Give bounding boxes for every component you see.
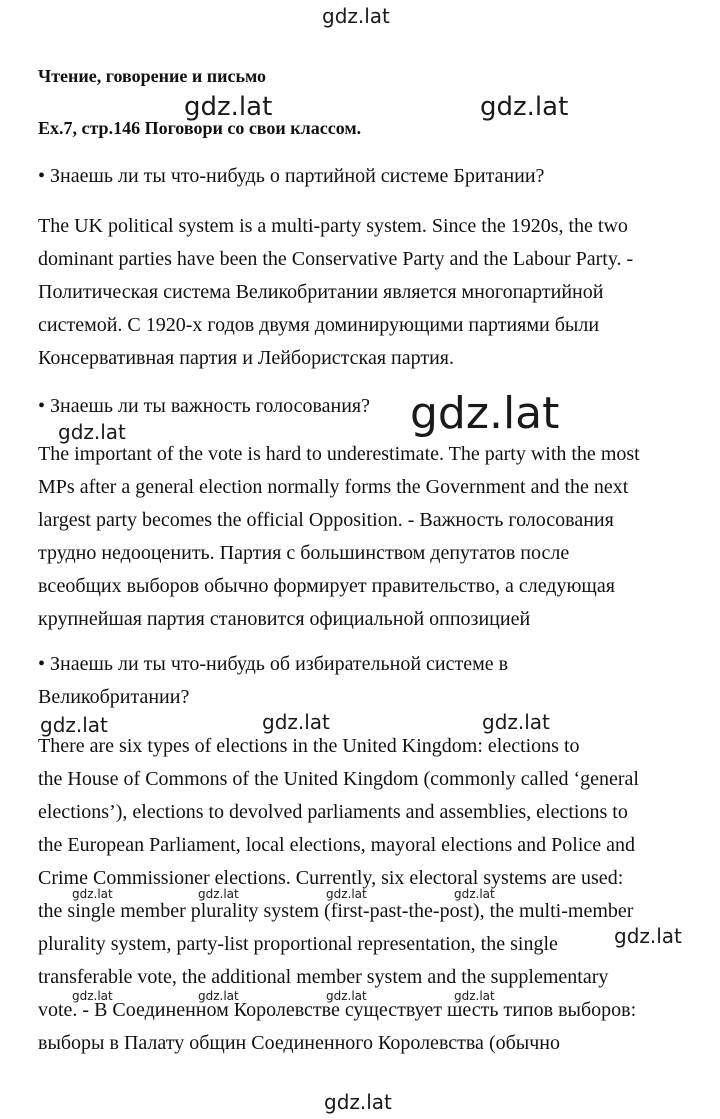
answer-line: системой. С 1920-х годов двумя доминирующими партиями были [38,314,600,336]
watermark: gdz.lat [326,989,367,1003]
watermark: gdz.lat [262,710,330,734]
answer-line: the House of Commons of the United Kingdom (commonly called ‘general [38,768,639,790]
answer-line: трудно недооценить. Партия с большинством депутатов после [38,542,570,564]
watermark: gdz.lat [40,713,108,737]
answer-line: The UK political system is a multi-party system. Since the 1920s, the two [38,215,628,237]
watermark: gdz.lat [454,887,495,901]
watermark: gdz.lat [410,388,560,439]
answer-line: transferable vote, the additional member system and the supplementary [38,966,609,988]
answer-line: dominant parties have been the Conservative Party and the Labour Party. - [38,248,634,270]
answer-line: The important of the vote is hard to underestimate. The party with the most [38,443,640,465]
watermark: gdz.lat [482,710,550,734]
answer-1 [38,210,706,375]
question-line: • Знаешь ли ты важность голосования? [38,395,371,417]
answer-line: Crime Commissioner elections. Currently, six electoral systems are used: [38,867,624,889]
exercise-title: Ex.7, стр.146 Поговори со свои классом. [38,118,362,138]
watermark: gdz.lat [454,989,495,1003]
answer-3 [38,730,706,1060]
answer-line: elections’), elections to devolved parliaments and assemblies, elections to [38,801,628,823]
watermark: gdz.lat [58,420,126,444]
question-line: • Знаешь ли ты что-нибудь об избирательной системе в [38,653,509,675]
answer-line: крупнейшая партия становится официальной оппозицией [38,608,531,630]
watermark: gdz.lat [72,989,113,1003]
question-3 [38,648,706,714]
answer-line: Консервативная партия и Лейбористская партия. [38,347,454,369]
answer-line: the single member plurality system (first-past-the-post), the multi-member [38,900,634,922]
answer-line: Политическая система Великобритании является многопартийной [38,281,604,303]
question-line: Великобритании? [38,686,190,708]
watermark: gdz.lat [184,92,273,122]
question-1 [38,160,706,193]
question-2 [38,390,706,423]
watermark: gdz.lat [72,887,113,901]
answer-line: largest party becomes the official Opposition. - Важность голосования [38,509,614,531]
answer-line: There are six types of elections in the United Kingdom: elections to [38,735,580,757]
watermark: gdz.lat [324,1090,392,1114]
answer-line: выборы в Палату общин Соединенного Королевства (обычно [38,1032,560,1054]
answer-line: всеобщих выборов обычно формирует правительство, а следующая [38,575,615,597]
watermark: gdz.lat [322,4,390,28]
watermark: gdz.lat [198,887,239,901]
answer-line: the European Parliament, local elections, mayoral elections and Police and [38,834,636,856]
watermark: gdz.lat [198,989,239,1003]
watermark: gdz.lat [614,924,682,948]
answer-line: vote. - В Соединенном Королевстве существует шесть типов выборов: [38,999,637,1021]
watermark: gdz.lat [326,887,367,901]
answer-line: MPs after a general election normally forms the Government and the next [38,476,629,498]
watermark: gdz.lat [480,92,569,122]
section-title: Чтение, говорение и письмо [38,66,267,86]
answer-line: plurality system, party-list proportional representation, the single [38,933,558,955]
answer-2 [38,438,706,636]
question-line: • Знаешь ли ты что-нибудь о партийной системе Британии? [38,165,545,187]
